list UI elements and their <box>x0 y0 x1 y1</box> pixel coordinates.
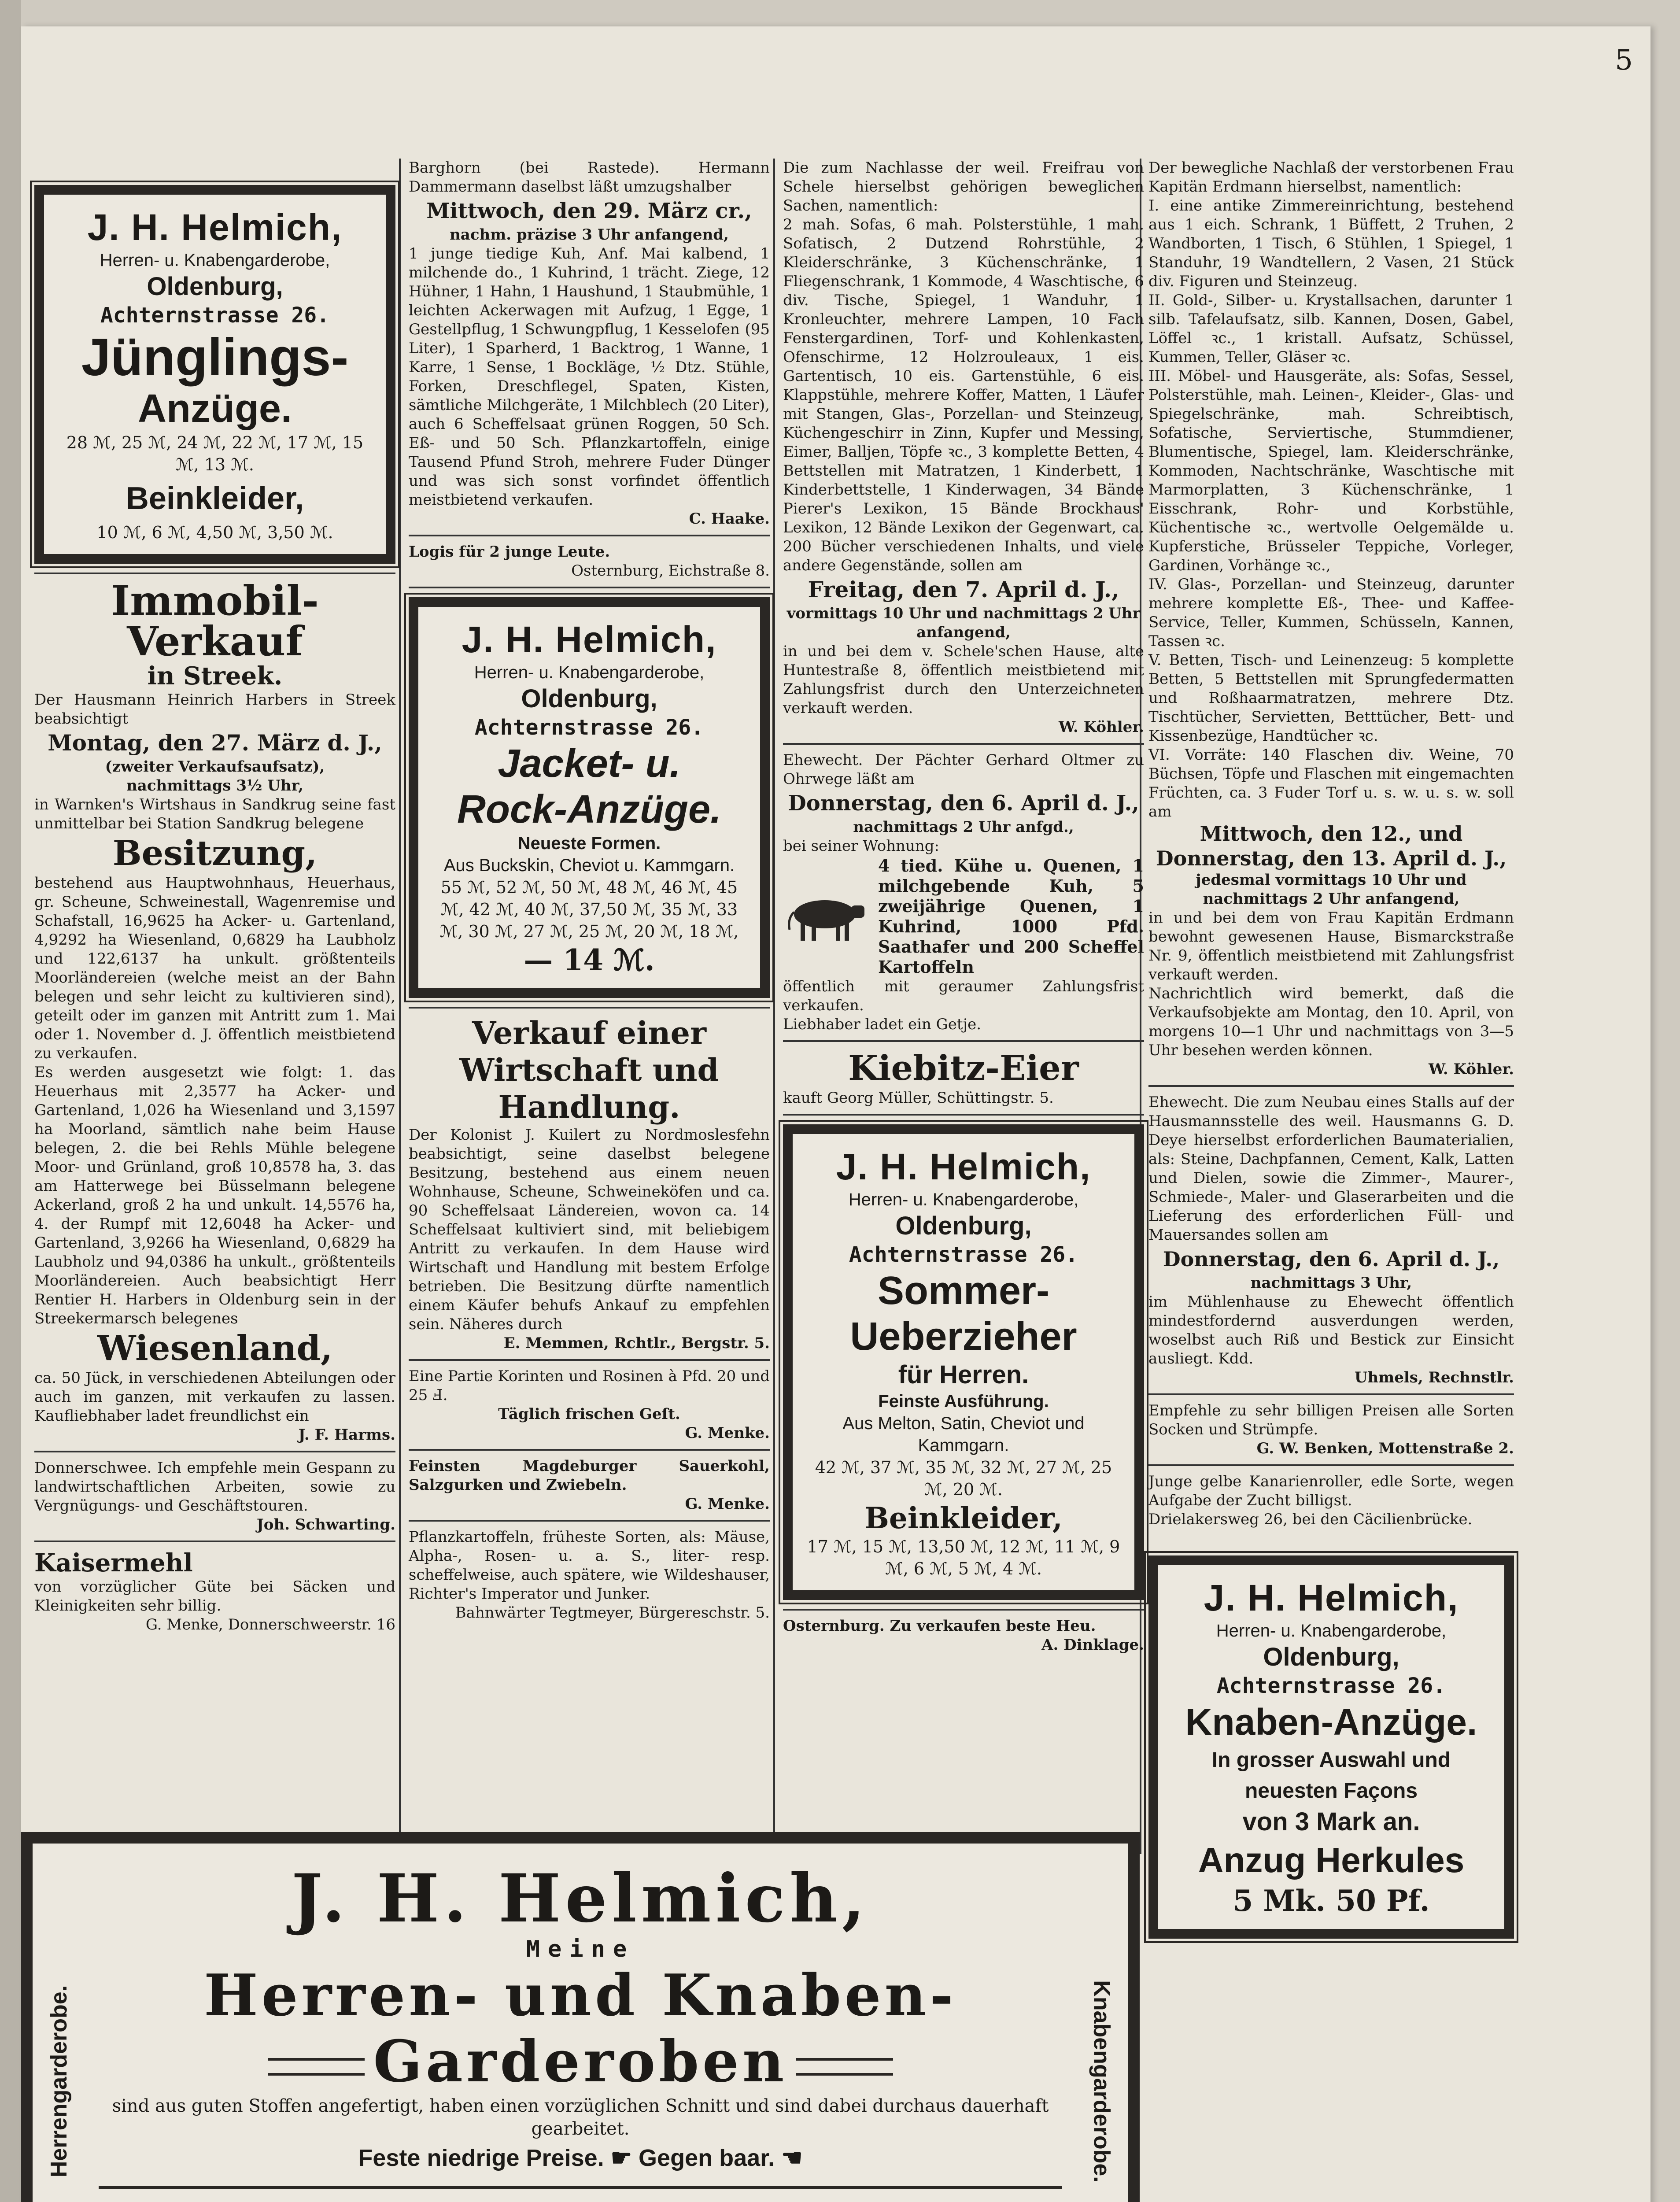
wiesen-signature: J. F. Harms. <box>298 1426 395 1444</box>
ad-prices: 42 ℳ, 37 ℳ, 35 ℳ, 32 ℳ, 27 ℳ, 25 ℳ, 20 ℳ. <box>815 1458 1112 1499</box>
cow-icon <box>783 888 871 945</box>
column-rule <box>773 159 775 1854</box>
ad-prices-2: 10 ℳ, 6 ℳ, 4,50 ℳ, 3,50 ℳ. <box>96 523 333 542</box>
magdeburger-ad: Feinsten Magdeburger Sauerkohl, Salzgurken und Zwiebeln. <box>409 1457 770 1494</box>
ad-headline-2: Anzüge. <box>138 387 292 431</box>
ad-street: Achternstrasse 26. <box>100 303 330 328</box>
socken-signature: G. W. Benken, Mottenstraße 2. <box>1256 1440 1514 1457</box>
ad-street: Achternstrasse 26. <box>849 1242 1078 1267</box>
divider <box>409 587 770 588</box>
ad-headline: Jacket- u. <box>498 742 681 786</box>
divider <box>34 573 395 574</box>
donnerschwee-signature: Joh. Schwarting. <box>256 1516 395 1533</box>
helmich-ad-ueberzieher <box>783 1124 1144 1600</box>
ad-material: Aus Buckskin, Cheviot u. Kammgarn. <box>443 856 735 875</box>
wiesenland-heading: Wiesenland, <box>97 1328 333 1368</box>
kaisermehl-signature: G. Menke, Donnerschweerstr. 16 <box>145 1616 395 1633</box>
immo-subtitle: in Streek. <box>147 661 283 691</box>
column-1 <box>34 159 395 1634</box>
ad-headline-2: Ueberzieher <box>850 1315 1077 1359</box>
ad-headline-2: Anzug Herkules <box>1198 1840 1465 1880</box>
barghorn-items: 1 junge tiedige Kuh, Anf. Mai kalbend, 1 milchende do., 1 Kuhrind, 1 trächt. Ziege, 12 Hühner, 1 Hahn, 1 Haushund, 1 Staubmühle, 1 leichten Ackerwagen mit Aufzug, 1 Egge, 1 Gestellpflug, 1 Schwungpflug, 1 Kesselofen (95 Liter), 1 Sparherd, 1 Backtrog, 1 Wanne, 1 Karre, 1 Sense, 1 Bockläge, ½ Dtz. Stühle, Forken, Dreschflegel, Spaten, Kisten, sämtliche Milchgeräte, 1 Milchblech (20 Liter), auch 6 Scheffelsaat grünen Roggen, 50 Sch. Eß- und 50 Sch. Pflanzkartoffeln, einige Tausend Pfund Stroh, mehrere Fuder Dünger und was sich sonst vorfindet öffentlich meistbietend verkaufen. <box>409 245 770 509</box>
ad-city: Oldenburg, <box>147 272 283 301</box>
divider <box>34 1541 395 1542</box>
banner-content <box>99 1861 1062 2202</box>
banner-right-label <box>1084 1879 1119 2202</box>
banner-left-text: Herrengarderobe. <box>46 1985 72 2178</box>
divider <box>409 1520 770 1522</box>
banner-left-label <box>41 1879 77 2202</box>
ad-firm-name: J. H. Helmich, <box>462 619 717 660</box>
ad-line-2: neuesten Façons <box>1244 1779 1418 1803</box>
divider <box>409 1007 770 1009</box>
ad-line-1: In grosser Auswahl und <box>1211 1748 1451 1772</box>
ehewecht-items: 4 tied. Kühe u. Quenen, 1 milchgebende Kuh, 5 zweijährige Quenen, 1 Kuhrind, 1000 Pfd. Saathafer und 200 Scheffel Kartoffeln <box>878 856 1144 977</box>
kaisermehl-title: Kaisermehl <box>34 1548 193 1578</box>
ad-subtitle: Herren- u. Knabengarderobe, <box>100 251 330 270</box>
helmich-ad-juenglinge <box>34 185 395 564</box>
ad-tagline: Feinste Ausführung. <box>878 1392 1049 1411</box>
barghorn-date: Mittwoch, den 29. März cr., <box>426 199 752 223</box>
nachlass-list: 2 mah. Sofas, 6 mah. Polsterstühle, 1 mah. Sofatisch, 2 Dutzend Rohrstühle, 2 Kleiderschränke, 3 Küchenschränke, 1 Fliegenschrank, 1 Kommode, 4 Waschtische, 6 div. Tische, Spiegel, 1 Wanduhr, 1 Kronleuchter, mehrere Lampen, 10 Fach Fenstergardinen, Torf- und Kohlenkasten, Ofenschirme, 12 Holzrouleaux, 1 eis. Gartentisch, 10 eis. Gartenstühle, 6 eis. Klappstühle, mehrere Koffer, Matten, 1 Läufer mit Stangen, Glas-, Porzellan- und Steinzeug, Küchengeschirr in Zinn, Kupfer und Messing, Eimer, Balljen, Töpfe ꝛc., 3 komplette Betten, 4 Bettstellen mit Matratzen, 1 Kinderbett, 1 Kinderbettstelle, 1 Kinderwagen, 34 Bände Pierer's Lexikon, 15 Bände Brockhaus' Lexikon, 12 Bände Lexikon der Gegenwart, ca. 200 Bücher verschiedenen Inhalts, und viele andere Gegenstände, sollen am <box>783 216 1144 574</box>
ad-final-price: — 14 ℳ. <box>524 943 655 977</box>
immo-body: bestehend aus Hauptwohnhaus, Heuerhaus, gr. Scheune, Schweinestall, Wagenremise und Schafstall, 16,9625 ha Acker- u. Gartenland, 4,9292 ha Wiesenland, 0,6829 ha Laubholz und 122,6137 ha unkult. größtenteils Moorländereien (welche meist an der Bahn belegen und sehr leicht zu kultivieren sind), geteilt oder im ganzen mit Antritt zum 1. Mai oder 1. November d. J. öffentlich meistbietend zu verkaufen. <box>34 874 395 1062</box>
ehewecht-time: nachmittags 2 Uhr anfgd., <box>853 818 1074 836</box>
besitzung-heading: Besitzung, <box>112 833 318 873</box>
kaisermehl-body: von vorzüglicher Güte bei Säcken und Kleinigkeiten sehr billig. <box>34 1578 395 1615</box>
erdmann-date: Mittwoch, den 12., und Donnerstag, den 13. April d. J., <box>1156 822 1507 870</box>
divider <box>1148 1393 1514 1395</box>
divider <box>1148 1464 1514 1466</box>
ad-firm-name: J. H. Helmich, <box>836 1146 1091 1187</box>
immo-time: nachmittags 3½ Uhr, <box>126 777 303 794</box>
kanarien-address: Drielakersweg 26, bei den Cäcilienbrücke. <box>1148 1511 1473 1528</box>
divider <box>409 1359 770 1361</box>
nachlass-intro: Die zum Nachlasse der weil. Freifrau von Schele hierselbst gehörigen beweglichen Sachen, namentlich: <box>783 159 1144 214</box>
immo-intro: Der Hausmann Heinrich Harbers in Streek beabsichtigt <box>34 691 395 728</box>
ehewecht-date: Donnerstag, den 6. April d. J., <box>788 791 1139 816</box>
divider <box>409 535 770 536</box>
ehewecht-bau-signature: Uhmels, Rechnstlr. <box>1354 1369 1514 1386</box>
banner-firm-name: J. H. Helmich, <box>291 1860 870 1937</box>
divider <box>409 1449 770 1451</box>
erdmann-section-2: II. Gold-, Silber- u. Krystallsachen, darunter 1 silb. Tafelaufsatz, silb. Kannen, Dosen, Gabel, Löffel ꝛc., 1 kristall. Aufsatz, Schüssel, Kummen, Teller, Gläser ꝛc. <box>1148 292 1514 366</box>
ad-prices-2: 17 ℳ, 15 ℳ, 13,50 ℳ, 12 ℳ, 11 ℳ, 9 ℳ, 6 ℳ, 5 ℳ, 4 ℳ. <box>807 1537 1120 1578</box>
helmich-banner-ad <box>21 1832 1140 2202</box>
helmich-ad-jacket <box>409 597 770 998</box>
ad-subtitle: Herren- u. Knabengarderobe, <box>1216 1621 1447 1640</box>
banner-right-text: Knabengarderobe. <box>1089 1980 1115 2183</box>
wiesen-body: ca. 50 Jück, in verschiedenen Abteilungen oder auch im ganzen, mit verkaufen zu lassen. Kaufliebhaber ladet freundlichst ein <box>34 1369 395 1425</box>
ehewecht-items-block <box>783 856 1144 977</box>
erdmann-section-3: III. Möbel- und Hausgeräte, als: Sofas, Sessel, Polsterstühle, mah. Leinen-, Kleider-, Glas- und Spiegelschränke, mah. Schreibtisch, Sofatische, Serviertische, Stummdiener, Blumentische, Spiegel, lam. Kleiderschränke, Kommoden, Nachtschränke, Waschtische mit Marmorplatten, 3 Küchenschränke, 1 Eisschrank, Rohr- und Korbstühle, Küchentische ꝛc., wertvolle Oelgemälde u. Kupferstiche, Brüsseler Teppiche, Vorleger, Gardinen, Vorhänge ꝛc., <box>1148 367 1514 574</box>
ad-material: Aus Melton, Satin, Cheviot und Kammgarn. <box>842 1414 1085 1455</box>
erdmann-section-5: V. Betten, Tisch- und Leinenzeug: 5 komplette Betten, 5 Bettstellen mit Sprungfedermatten und Roßhaarmatratzen, mehrere Dtz. Tischtücher, Servietten, Betttücher, Bett- und Kissenbezüge, Handtücher ꝛc. <box>1148 651 1514 745</box>
socken-ad: Empfehle zu sehr billigen Preisen alle Sorten Socken und Strümpfe. <box>1148 1402 1514 1438</box>
ad-city: Oldenburg, <box>895 1212 1032 1240</box>
ehewecht-place: bei seiner Wohnung: <box>783 837 940 855</box>
erdmann-place: in und bei dem von Frau Kapitän Erdmann bewohnt gewesenen Hause, Bismarckstraße Nr. 9, öffentlich meistbietend mit Zahlungsfrist verkauft werden. <box>1148 909 1514 983</box>
divider <box>783 743 1144 745</box>
ad-headline-3: Beinkleider, <box>126 481 304 516</box>
banner-meine: Meine <box>526 1936 635 1962</box>
ad-subtitle: Herren- u. Knabengarderobe, <box>848 1190 1079 1209</box>
ad-headline: Sommer- <box>877 1269 1050 1313</box>
banner-headline-2: Garderoben <box>373 2028 788 2095</box>
immo-date: Montag, den 27. März d. J., <box>48 730 382 756</box>
barghorn-signature: C. Haake. <box>689 510 770 528</box>
ad-city: Oldenburg, <box>1263 1643 1399 1671</box>
verkauf-body: Der Kolonist J. Kuilert zu Nordmoslesfehn beabsichtigt, seine daselbst belegene Besitzung, bestehend aus einem neuen Wohnhause, Scheune, Schweineköfen und ca. 90 Scheffelsaat Ländereien, wovon ca. 14 Scheffelsaat kultiviert sind, mit beliebigem Antritt zu verkaufen. In dem Hause wird Wirtschaft und Handlung mit bestem Erfolge betrieben. Die Besitzung dürfte namentlich einem Käufer behufs Ankauf zu empfehlen sein. Näheres durch <box>409 1126 770 1333</box>
ad-prices: 28 ℳ, 25 ℳ, 24 ℳ, 22 ℳ, 17 ℳ, 15 ℳ, 13 ℳ. <box>66 433 364 474</box>
verkauf-title: Verkauf einer Wirtschaft und Handlung. <box>459 1015 719 1125</box>
ornament-rule <box>796 2058 893 2076</box>
column-rule <box>399 159 401 1854</box>
ad-headline-3: Beinkleider, <box>864 1501 1063 1535</box>
erdmann-signature: W. Köhler. <box>1429 1060 1514 1078</box>
nachlass-time: vormittags 10 Uhr und nachmittags 2 Uhr anfangend, <box>786 605 1141 641</box>
ehewecht-bau-date: Donnerstag, den 6. April d. J., <box>1163 1247 1500 1271</box>
ad-firm-name: J. H. Helmich, <box>87 207 343 248</box>
nachlass-place: in und bei dem v. Schele'schen Hause, alte Huntestraße 8, öffentlich meistbietend mit Zahlungsfrist durch den Unterzeichneten verkauft werden. <box>783 643 1144 717</box>
banner-body: sind aus guten Stoffen angefertigt, haben einen vorzüglichen Schnitt und sind dabei durchaus dauerhaft gearbeitet. <box>112 2096 1049 2139</box>
erdmann-intro: Der bewegliche Nachlaß der verstorbenen Frau Kapitän Erdmann hierselbst, namentlich: <box>1148 159 1514 196</box>
banner-address <box>99 2186 1062 2202</box>
ad-headline: Jünglings- <box>81 328 349 387</box>
pflanzkartoffeln-ad: Pflanzkartoffeln, früheste Sorten, als: Mäuse, Alpha-, Rosen- u. a. S., liter- resp. scheffelweise, auch spätere, wie Wildeshauser, Richter's Imperator und Junker. <box>409 1528 770 1603</box>
ornament-rule <box>268 2058 365 2076</box>
logis-address: Osternburg, Eichstraße 8. <box>571 562 770 580</box>
immo-list: Es werden ausgesetzt wie folgt: 1. das Heuerhaus mit 2,3577 ha Acker- und Gartenland, 1,026 ha Wiesenland und 3,1597 ha Moorland, sämtlich nahe beim Hause belegen, 2. die bei Rehls Mühle belegene Moor- und Grünland, groß 10,8578 ha, 3. das am Hatterwege bei Büsselmann belegene Ackerland, groß 2 ha und unkult. 14,5576 ha, 4. der Rumpf mit 12,6048 ha Acker- und Gartenland, 3,9266 ha Wiesenland, 0,6829 ha Laubholz und 94,0386 ha unkult., größtenteils Moorländereien. Auch beabsichtigt Herr Rentier H. Harbers in Oldenburg sein in der Streekermarsch belegenes <box>34 1064 395 1327</box>
ehewecht-bau-time: nachmittags 3 Uhr, <box>1250 1274 1412 1292</box>
ad-city: Oldenburg, <box>521 684 657 713</box>
korinten-ad: Eine Partie Korinten und Rosinen à Pfd. 20 und 25 Ⅎ. <box>409 1367 770 1404</box>
ad-street: Achternstrasse 26. <box>1216 1674 1446 1698</box>
ad-final-price: 5 Mk. 50 Pf. <box>1233 1884 1430 1918</box>
ad-street: Achternstrasse 26. <box>474 715 704 740</box>
verkauf-signature: E. Memmen, Rchtlr., Bergstr. 5. <box>503 1334 770 1352</box>
ad-headline: Knaben-Anzüge. <box>1185 1701 1477 1743</box>
column-2 <box>409 159 770 1622</box>
ad-line-3: von 3 Mark an. <box>1242 1807 1420 1836</box>
barghorn-time: nachm. präzise 3 Uhr anfangend, <box>450 226 729 244</box>
osternburg-signature: A. Dinklage. <box>1041 1636 1144 1654</box>
korinten-signature: G. Menke. <box>685 1424 770 1442</box>
magdeburger-signature: G. Menke. <box>685 1495 770 1513</box>
scan-margin <box>0 0 21 2202</box>
donnerschwee-ad: Donnerschwee. Ich empfehle mein Gespann zu landwirtschaftlichen Arbeiten, sowie zu Vergnügungs- und Geschäftstouren. <box>34 1459 395 1515</box>
ehewecht-intro: Ehewecht. Der Pächter Gerhard Oltmer zu Ohrwege läßt am <box>783 751 1144 788</box>
divider <box>783 1114 1144 1116</box>
nachlass-date: Freitag, den 7. April d. J., <box>808 576 1119 602</box>
ad-prices: 55 ℳ, 52 ℳ, 50 ℳ, 48 ℳ, 46 ℳ, 45 ℳ, 42 ℳ, 40 ℳ, 37,50 ℳ, 35 ℳ, 33 ℳ, 30 ℳ, 27 ℳ, 25 ℳ, 20 ℳ, 18 ℳ, <box>439 878 739 941</box>
divider <box>783 1040 1144 1042</box>
kiebitz-sub: kauft Georg Müller, Schüttingstr. 5. <box>783 1089 1054 1107</box>
ad-firm-name: J. H. Helmich, <box>1204 1577 1459 1618</box>
banner-headline-2-row <box>99 2028 1062 2095</box>
osternburg-ad: Osternburg. Zu verkaufen beste Heu. <box>783 1617 1096 1635</box>
korinten-line-2: Täglich frischen Geſt. <box>498 1405 680 1423</box>
ehewecht-signature: Liebhaber ladet ein Getje. <box>783 1016 982 1033</box>
column-3 <box>783 159 1144 1655</box>
ehewecht-bau-body: Ehewecht. Die zum Neubau eines Stalls auf der Hausmannsstelle des weil. Hausmanns G. D. Deye hierselbst erforderlichen Baumaterialien, als: Steine, Dachpfannen, Cement, Kalk, Latten und Dielen, sowie die Zimmer-, Maurer-, Schmiede-, Maler- und Glaserarbeiten und die Lieferung des erforderlichen Füll- und Mauersandes sollen am <box>1148 1094 1514 1244</box>
divider <box>34 1451 395 1452</box>
ehewecht-body: öffentlich mit geraumer Zahlungsfrist verkaufen. <box>783 978 1144 1014</box>
banner-headline: Herren- und Knaben- <box>204 1962 957 2029</box>
ehewecht-bau-place: im Mühlenhause zu Ehewecht öffentlich mindestfordernd ausverdungen werden, woselbst auch Riß und Bestick zur Einsicht ausliegt. Kdd. <box>1148 1293 1514 1367</box>
column-4 <box>1148 159 1514 1947</box>
page-number: 5 <box>1615 44 1633 77</box>
erdmann-section-1: I. eine antike Zimmereinrichtung, bestehend aus 1 eich. Schrank, 1 Büffett, 2 Truhen, 2 Wandborten, 1 Tisch, 6 Stühlen, 1 Spiegel, 1 Standuhr, 19 Wandtellern, 2 Vasen, 21 Stück div. Figuren und Steinzeug. <box>1148 197 1514 290</box>
immo-title: Immobil-Verkauf <box>111 577 319 665</box>
nachlass-signature: W. Köhler. <box>1059 718 1144 736</box>
immo-place: in Warnken's Wirtshaus in Sandkrug seine fast unmittelbar bei Station Sandkrug belegene <box>34 796 395 832</box>
ad-headline-2: Rock-Anzüge. <box>457 787 722 831</box>
ad-subtitle: Herren- u. Knabengarderobe, <box>474 663 705 682</box>
pflanzkartoffeln-signature: Bahnwärter Tegtmeyer, Bürgereschstr. 5. <box>455 1604 770 1622</box>
kanarien-ad: Junge gelbe Kanarienroller, edle Sorte, wegen Aufgabe der Zucht billigst. <box>1148 1473 1514 1509</box>
divider <box>783 1609 1144 1611</box>
erdmann-section-4: IV. Glas-, Porzellan- und Steinzeug, darunter mehrere komplette Eß-, Thee- und Kaffee-Service, Teller, Kummen, Schüsseln, Kannen, Tassen ꝛc. <box>1148 576 1514 650</box>
barghorn-intro: Barghorn (bei Rastede). Hermann Dammermann daselbst läßt umzugshalber <box>409 159 770 196</box>
divider <box>1148 1085 1514 1087</box>
immo-date-2: (zweiter Verkaufsaufsatz), <box>105 758 325 776</box>
erdmann-section-6: VI. Vorräte: 140 Flaschen div. Weine, 70 Büchsen, Töpfe und Flaschen mit eingemachten Früchten, ca. 3 Fuder Torf u. s. w. u. s. w. soll am <box>1148 746 1514 820</box>
ad-for: für Herren. <box>898 1360 1029 1389</box>
helmich-ad-knaben <box>1148 1555 1514 1939</box>
kiebitz-title: Kiebitz-Eier <box>848 1048 1079 1088</box>
logis-ad: Logis für 2 junge Leute. <box>409 543 610 561</box>
ad-tagline: Neueste Formen. <box>517 834 661 853</box>
erdmann-time: jedesmal vormittags 10 Uhr und nachmittags 2 Uhr anfangend, <box>1196 871 1467 908</box>
erdmann-note: Nachrichtlich wird bemerkt, daß die Verkaufsobjekte am Montag, den 10. April, von morgens 10—1 Uhr und nachmittags von 3—5 Uhr besehen werden können. <box>1148 985 1514 1059</box>
banner-prices: Feste niedrige Preise. ☛ Gegen baar. ☚ <box>358 2145 803 2171</box>
